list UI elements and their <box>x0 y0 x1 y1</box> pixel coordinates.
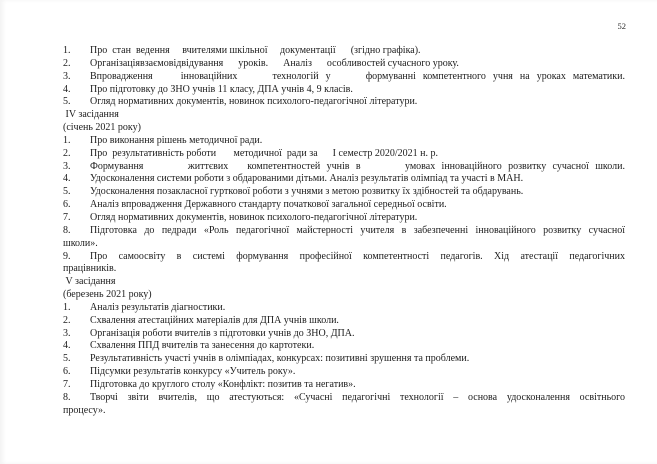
page-number: 52 <box>617 21 626 31</box>
item-number: 1. <box>63 134 71 146</box>
item-number: 1. <box>63 45 71 56</box>
item-text: Про стан ведення вчителями шкільної документації (згідно графіка). <box>90 45 421 56</box>
item-text: Про результативність роботи методичної ради за І семестр 2020/2021 н. р. <box>90 147 439 159</box>
item-number: 6. <box>63 366 71 378</box>
item-number: 6. <box>63 199 71 211</box>
list-item <box>63 161 625 174</box>
list-item-continuation <box>63 405 625 418</box>
list-item <box>63 71 625 84</box>
list-item <box>63 148 625 161</box>
section-heading <box>63 109 625 122</box>
item-number: 5. <box>63 353 71 365</box>
item-number: 7. <box>63 211 71 223</box>
list-item <box>63 84 625 97</box>
item-text: Результативність участі учнів в олімпіадах, конкурсах: позитивні зрушення та проблеми. <box>90 353 470 365</box>
section-subheading <box>63 289 625 302</box>
heading-text: IV засідання <box>63 109 119 121</box>
list-item <box>63 199 625 212</box>
item-number: 8. <box>63 391 71 403</box>
list-item <box>63 186 625 199</box>
list-item <box>63 366 625 379</box>
list-item <box>63 135 625 148</box>
item-text: Впровадження інноваційних технологій у формуванні компетентного учня на уроках математики. <box>90 70 625 82</box>
list-item <box>63 353 625 366</box>
item-text: Про виконання рішень методичної ради. <box>90 134 263 146</box>
item-text: Підготовка до круглого столу «Конфлікт: позитив та негатив». <box>90 378 356 390</box>
list-item-continuation <box>63 263 625 276</box>
item-text: Аналіз результатів діагностики. <box>90 301 226 313</box>
item-number: 5. <box>63 186 71 198</box>
continuation-text: школи». <box>63 237 98 249</box>
item-number: 9. <box>63 250 71 262</box>
list-item <box>63 328 625 341</box>
item-number: 3. <box>63 160 71 172</box>
item-text: Підсумки результатів конкурсу «Учитель року». <box>90 366 296 378</box>
list-item <box>63 96 625 109</box>
item-text: Аналіз впровадження Державного стандарту початкової загальної середньої освіти. <box>90 199 447 211</box>
item-text: Схвалення ППД вчителів та занесення до картотеки. <box>90 340 315 352</box>
item-text: Організаціявзаємовідвідування уроків. Аналіз особливостей сучасного уроку. <box>90 57 459 69</box>
item-number: 5. <box>63 96 71 108</box>
list-item <box>63 173 625 186</box>
list-item <box>63 392 625 405</box>
list-item <box>63 340 625 353</box>
item-number: 8. <box>63 224 71 236</box>
item-text: Творчі звіти вчителів, що атестуються: «Сучасні педагогічні технології – основа удосконалення освітнього <box>90 391 625 403</box>
section-heading <box>63 276 625 289</box>
document-body <box>63 45 625 417</box>
item-number: 3. <box>63 70 71 82</box>
heading-text: (березень 2021 року) <box>63 289 152 301</box>
list-item <box>63 45 625 58</box>
item-text: Про самоосвіту в системі формування професійної компетентності педагогів. Хід атестації педагогічних <box>90 250 625 262</box>
item-text: Огляд нормативних документів, новинок психолого-педагогічної літератури. <box>90 96 418 108</box>
item-text: Удосконалення позакласної гурткової роботи з учнями з метою розвитку їх здібностей та обдарувань. <box>90 186 524 198</box>
item-text: Схвалення атестаційних матеріалів для ДПА учнів школи. <box>90 314 339 326</box>
item-number: 1. <box>63 301 71 313</box>
item-number: 4. <box>63 173 71 185</box>
item-text: Підготовка до педради «Роль педагогічної майстерності учителя в забезпеченні інноваційного розвитку сучасної <box>90 224 625 236</box>
item-number: 7. <box>63 378 71 390</box>
item-text: Удосконалення системи роботи з обдарованими дітьми. Аналіз результатів олімпіад та участі в МАН. <box>90 173 524 185</box>
list-item <box>63 225 625 238</box>
item-number: 3. <box>63 327 71 339</box>
item-number: 2. <box>63 314 71 326</box>
item-text: Формування життєвих компетентностей учнів в умовах інноваційного розвитку сучасної школи. <box>90 160 625 172</box>
list-item <box>63 58 625 71</box>
list-item <box>63 315 625 328</box>
continuation-text: працівників. <box>63 263 117 275</box>
item-text: Організація роботи вчителів з підготовки учнів до ЗНО, ДПА. <box>90 327 355 339</box>
list-item <box>63 251 625 264</box>
item-number: 2. <box>63 147 71 159</box>
item-text: Огляд нормативних документів, новинок психолого-педагогічної літератури. <box>90 211 418 223</box>
list-item-continuation <box>63 238 625 251</box>
continuation-text: процесу». <box>63 404 106 416</box>
list-item <box>63 302 625 315</box>
list-item <box>63 379 625 392</box>
section-subheading <box>63 122 625 135</box>
item-number: 2. <box>63 57 71 69</box>
item-text: Про підготовку до ЗНО учнів 11 класу, ДПА учнів 4, 9 класів. <box>90 83 353 95</box>
item-number: 4. <box>63 83 71 95</box>
item-number: 4. <box>63 340 71 352</box>
list-item <box>63 212 625 225</box>
heading-text: (січень 2021 року) <box>63 122 141 134</box>
heading-text: V засідання <box>63 276 116 288</box>
